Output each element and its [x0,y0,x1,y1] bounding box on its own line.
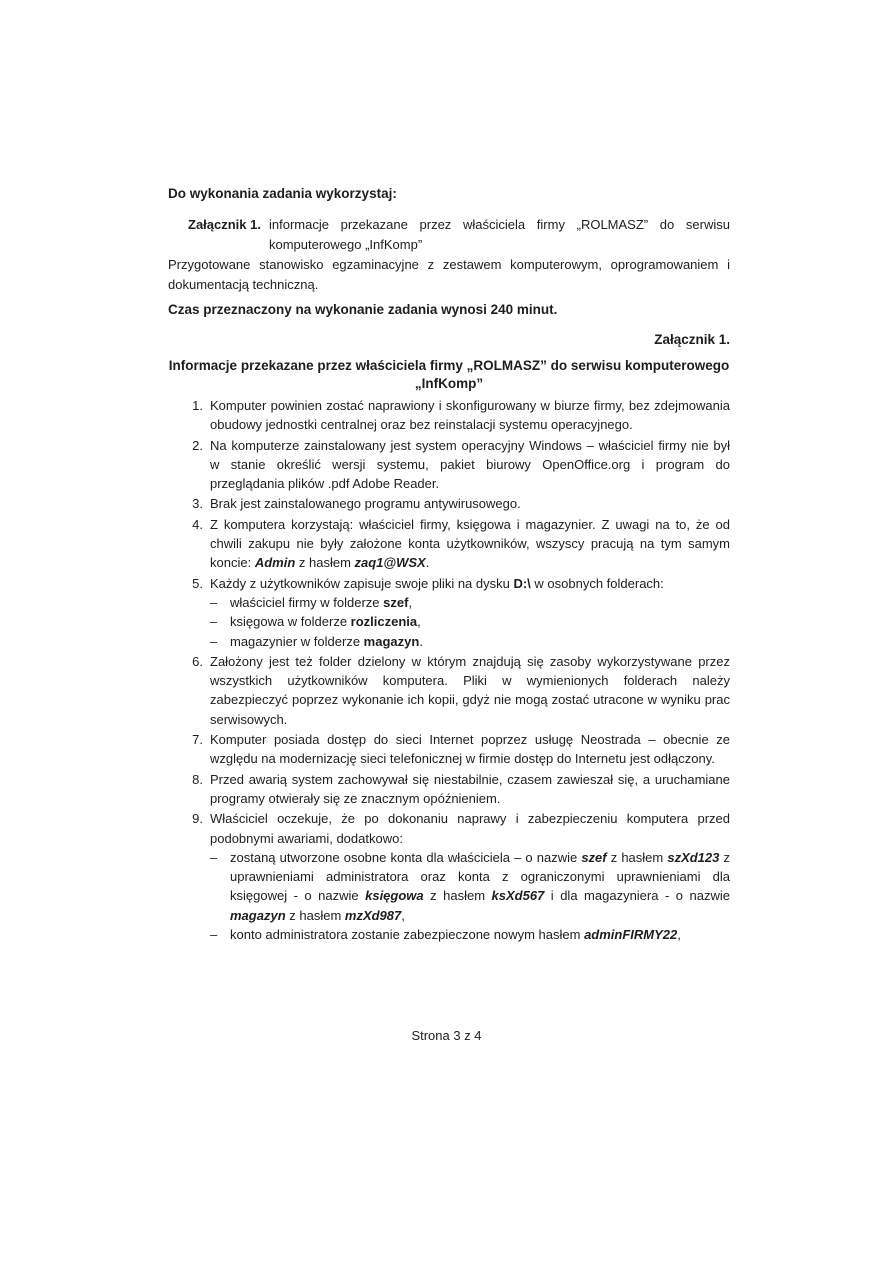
item-text-part: , [417,614,421,630]
dash-bullet: – [210,633,218,649]
item-number: 5. [192,575,203,591]
password: adminFIRMY22 [584,927,678,943]
password: mzXd987 [344,907,402,923]
sub-item-text [230,848,730,925]
expectations-list [210,848,730,944]
password: szXd123 [667,849,720,865]
item-text-part: księgowa w folderze [230,614,351,630]
item-text-part: konto administratora zostanie zabezpieczone nowym hasłem [230,927,585,943]
password-admin: zaq1@WSX [354,555,426,571]
list-item [168,809,730,944]
item-text: Brak jest zainstalowanego programu antywirusowego. [210,496,521,512]
item-text-part: w osobnych folderach: [530,575,664,591]
item-text [210,515,730,573]
item-text: Przed awarią system zachowywał się niestabilnie, czasem zawieszał się, a uruchamiane programy otwierały się ze znacznym opóźnieniem. [210,771,730,806]
attachment-label: Załącznik 1. [188,217,261,232]
item-number: 1. [192,398,203,413]
item-text-part: Właściciel oczekuje, że po dokonaniu naprawy i zabezpieczeniu komputera przed podobnymi awariami, dodatkowo: [210,811,730,846]
item-text-part: . [419,633,423,649]
list-item [168,515,730,573]
item-text-part: z hasłem [606,849,668,865]
time-note: Czas przeznaczony na wykonanie zadania wynosi 240 minut. [168,302,558,317]
item-text-part: właściciel firmy w folderze [230,594,384,610]
appendix-label: Załącznik 1. [654,332,730,347]
item-text-part: Z komputera korzystają: właściciel firmy, księgowa i magazynier. Z uwagi na to, że od chwili zakupu nie były założone konta użytkowników, wszyscy pracują na tym samym koncie: [210,516,730,571]
item-text-part: z uprawnieniami administratora oraz konta z ograniczonymi uprawnieniami dla księgowej - o nazwie [230,849,730,904]
folder-list [210,593,730,651]
item-text-part: , [677,927,681,943]
sub-list-item [210,632,730,651]
item-text-part: z hasłem [285,907,345,923]
item-text: Na komputerze zainstalowany jest system operacyjny Windows – właściciel firmy nie był w stanie określić wersji systemu, pakiet biurowy OpenOffice.org i program do przeglądania plików .pdf Adobe Reader. [210,437,730,492]
item-text [210,809,730,944]
item-number: 4. [192,516,203,532]
list-item [168,494,730,513]
account-name-admin: Admin [254,555,296,571]
list-item [168,652,730,729]
requirements-list [168,396,730,945]
account-name: księgowa [365,888,424,904]
password: ksXd567 [491,888,545,904]
dash-bullet: – [210,849,218,865]
list-item [168,396,730,435]
item-text-part: zostaną utworzone osobne konta dla właściciela – o nazwie [230,849,582,865]
list-item [168,574,730,651]
item-text-part: Każdy z użytkowników zapisuje swoje pliki na dysku [210,575,514,591]
sub-list-item [210,848,730,925]
account-name: szef [581,849,607,865]
item-text-part: z hasłem [295,555,355,571]
item-text: Komputer posiada dostęp do sieci Internet poprzez usługę Neostrada – obecnie ze względu na modernizację sieci telefonicznej w firmie dostęp do Internetu jest odłączony. [210,732,730,767]
item-number: 3. [192,496,203,512]
sub-item-text [230,593,730,612]
dash-bullet: – [210,927,218,943]
account-name: magazyn [230,907,286,923]
item-text: Założony jest też folder dzielony w którym znajdują się zasoby wykorzystywane przez wszystkich użytkowników komputera. Pliki w wymienionych folderach należy zabezpieczyć poprzez wykonanie ich kopii, gdyż nie mogą zostać utracone w wyniku prac serwisowych. [210,653,730,727]
item-number: 7. [192,732,203,748]
item-number: 9. [192,811,203,827]
workstation-note: Przygotowane stanowisko egzaminacyjne z zestawem komputerowym, oprogramowaniem i dokumentacją techniczną. [168,257,730,292]
item-text-part: z hasłem [423,888,492,904]
page-number: Strona 3 z 4 [411,1028,482,1043]
list-item [168,730,730,769]
folder-name: magazyn [363,633,420,649]
appendix-title: Informacje przekazane przez właściciela firmy „ROLMASZ” do serwisu komputerowego „InfKomp” [168,358,730,391]
item-text [210,574,730,651]
item-number: 6. [192,653,203,669]
sub-item-text [230,925,730,944]
sub-item-text [230,612,730,631]
tools-heading: Do wykonania zadania wykorzystaj: [168,186,397,201]
attachment-description: informacje przekazane przez właściciela firmy „ROLMASZ” do serwisu komputerowego „InfKomp” [268,217,730,252]
sub-item-text [230,632,730,651]
item-number: 2. [192,437,203,453]
attachment-reference [188,215,730,255]
sub-list-item [210,593,730,612]
item-text-part: , [401,907,405,923]
item-text-part: magazynier w folderze [230,633,364,649]
folder-name: szef [383,594,409,610]
list-item [168,770,730,809]
sub-list-item [210,925,730,944]
list-item [168,436,730,494]
drive-letter: D:\ [513,575,531,591]
item-text: Komputer powinien zostać naprawiony i skonfigurowany w biurze firmy, bez zdejmowania obudowy jednostki centralnej oraz bez reinstalacji systemu operacyjnego. [210,398,730,433]
folder-name: rozliczenia [350,614,418,630]
sub-list-item [210,612,730,631]
item-text-part: i dla magazyniera - o nazwie [544,888,730,904]
item-number: 8. [192,771,203,787]
item-text-part: , [408,594,413,610]
dash-bullet: – [210,614,218,630]
item-text-part: . [425,555,430,571]
dash-bullet: – [210,594,218,610]
